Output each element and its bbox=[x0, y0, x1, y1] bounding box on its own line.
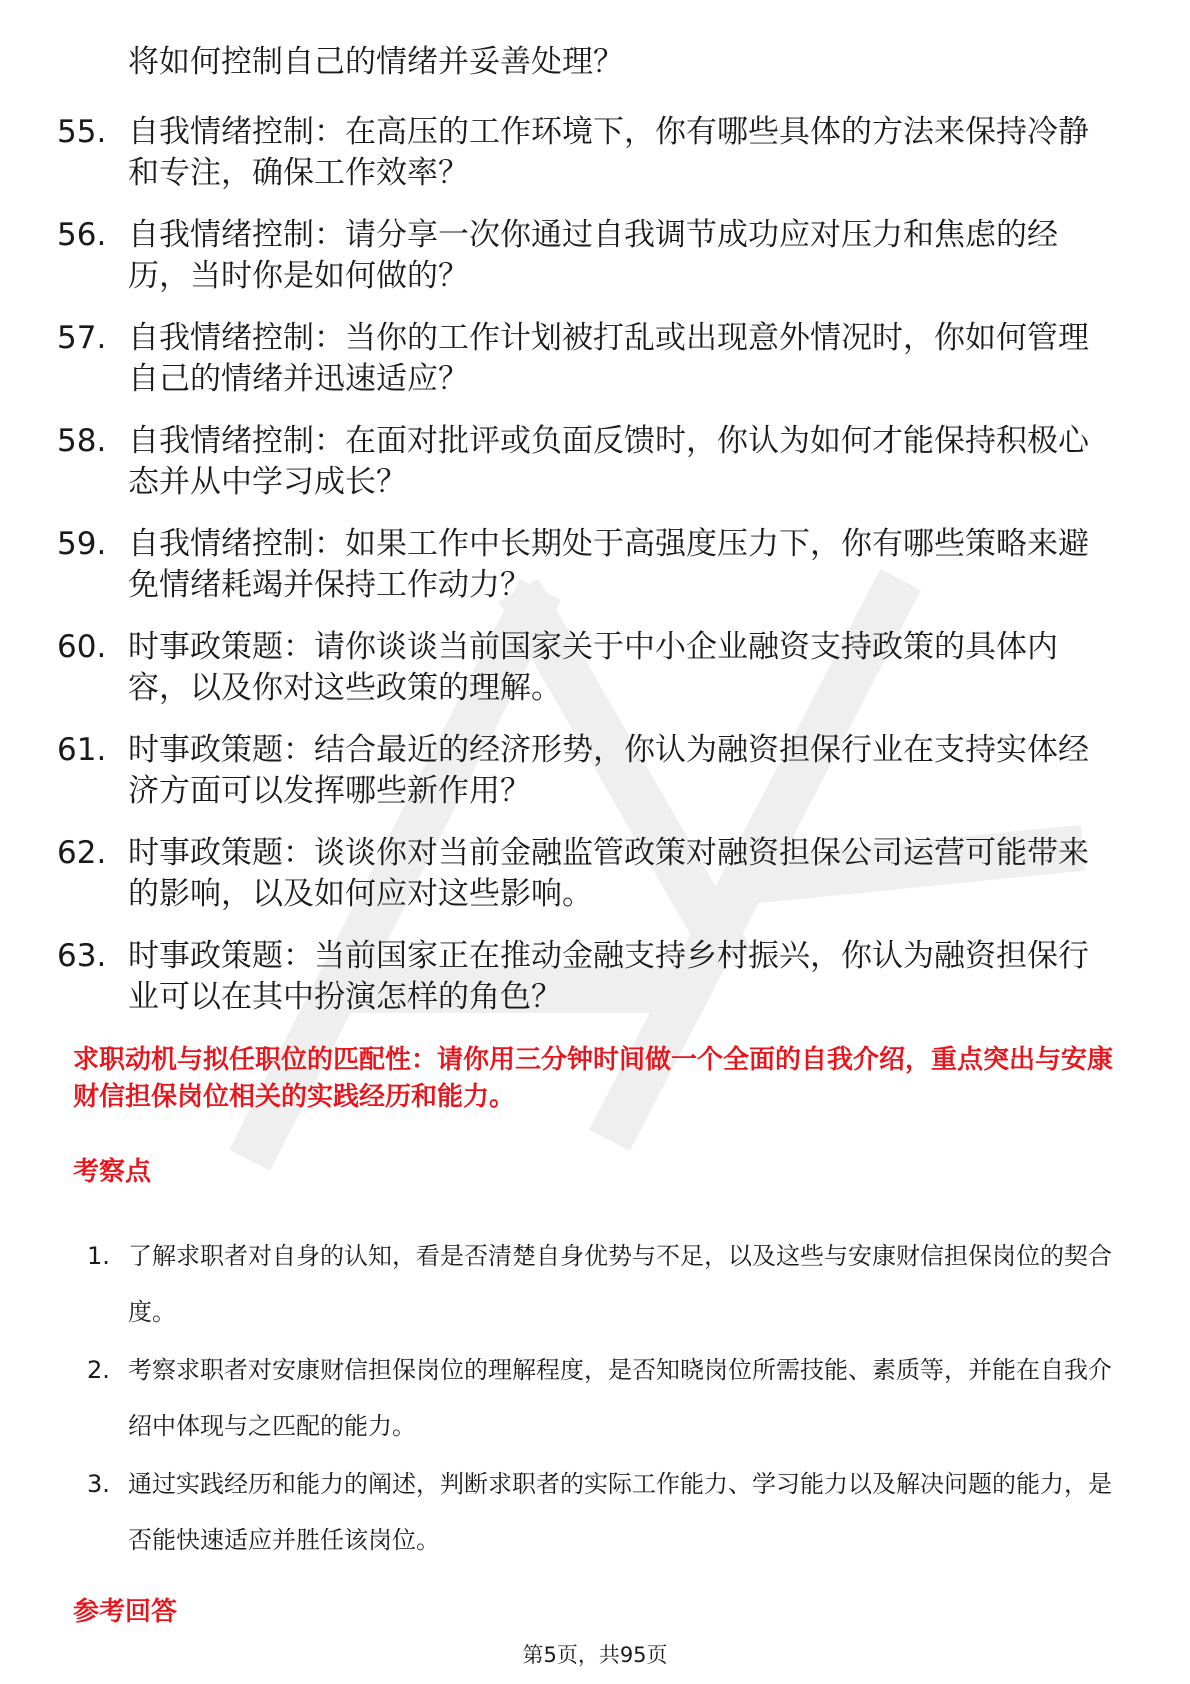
question-item bbox=[0, 730, 1190, 813]
question-text: 时事政策题：当前国家正在推动金融支持乡村振兴，你认为融资担保行业可以在其中扮演怎样的角色？ bbox=[128, 938, 1089, 1015]
question-text: 自我情绪控制：当你的工作计划被打乱或出现意外情况时，你如何管理自己的情绪并迅速适应？ bbox=[128, 320, 1089, 397]
question-text: 自我情绪控制：如果工作中长期处于高强度压力下，你有哪些策略来避免情绪耗竭并保持工作动力？ bbox=[128, 526, 1089, 603]
question-item bbox=[0, 112, 1190, 195]
point-number: 3. bbox=[87, 1470, 110, 1498]
point-number: 2. bbox=[87, 1356, 110, 1384]
question-number: 62. bbox=[57, 835, 107, 871]
assessment-point-item bbox=[0, 1342, 1190, 1456]
question-number: 60. bbox=[57, 629, 107, 665]
question-text: 时事政策题：谈谈你对当前金融监管政策对融资担保公司运营可能带来的影响，以及如何应对这些影响。 bbox=[128, 835, 1089, 912]
assessment-points-list bbox=[0, 1228, 1190, 1570]
question-list bbox=[0, 112, 1190, 1039]
question-number: 57. bbox=[57, 320, 107, 356]
point-text: 通过实践经历和能力的阐述，判断求职者的实际工作能力、学习能力以及解决问题的能力，是否能快速适应并胜任该岗位。 bbox=[128, 1470, 1112, 1554]
question-text: 时事政策题：结合最近的经济形势，你认为融资担保行业在支持实体经济方面可以发挥哪些新作用？ bbox=[128, 732, 1089, 809]
question-number: 58. bbox=[57, 423, 107, 459]
section-title: 求职动机与拟任职位的匹配性：请你用三分钟时间做一个全面的自我介绍，重点突出与安康财信担保岗位相关的实践经历和能力。 bbox=[73, 1045, 1114, 1112]
point-number: 1. bbox=[87, 1242, 110, 1270]
assessment-point-item bbox=[0, 1456, 1190, 1570]
question-number: 61. bbox=[57, 732, 107, 768]
question-text: 自我情绪控制：请分享一次你通过自我调节成功应对压力和焦虑的经历，当时你是如何做的？ bbox=[128, 217, 1058, 294]
question-item bbox=[0, 936, 1190, 1019]
reference-answer-heading: 参考回答 bbox=[73, 1597, 178, 1627]
question-text: 自我情绪控制：在面对批评或负面反馈时，你认为如何才能保持积极心态并从中学习成长？ bbox=[128, 423, 1089, 500]
point-text: 了解求职者对自身的认知，看是否清楚自身优势与不足，以及这些与安康财信担保岗位的契合度。 bbox=[128, 1242, 1112, 1326]
question-item bbox=[0, 215, 1190, 298]
question-number: 63. bbox=[57, 938, 107, 974]
question-item bbox=[0, 627, 1190, 710]
question-text: 自我情绪控制：在高压的工作环境下，你有哪些具体的方法来保持冷静和专注，确保工作效率？ bbox=[128, 114, 1089, 191]
question-text: 时事政策题：请你谈谈当前国家关于中小企业融资支持政策的具体内容，以及你对这些政策的理解。 bbox=[128, 629, 1058, 706]
question-continuation: 将如何控制自己的情绪并妥善处理？ bbox=[128, 44, 624, 80]
question-number: 59. bbox=[57, 526, 107, 562]
question-item bbox=[0, 421, 1190, 504]
page-number-footer: 第5页，共95页 bbox=[522, 1643, 668, 1667]
question-item bbox=[0, 833, 1190, 916]
question-number: 56. bbox=[57, 217, 107, 253]
question-item bbox=[0, 318, 1190, 401]
question-number: 55. bbox=[57, 114, 107, 150]
point-text: 考察求职者对安康财信担保岗位的理解程度，是否知晓岗位所需技能、素质等，并能在自我介绍中体现与之匹配的能力。 bbox=[128, 1356, 1112, 1440]
question-item bbox=[0, 524, 1190, 607]
assessment-point-item bbox=[0, 1228, 1190, 1342]
assessment-points-heading: 考察点 bbox=[73, 1157, 152, 1187]
